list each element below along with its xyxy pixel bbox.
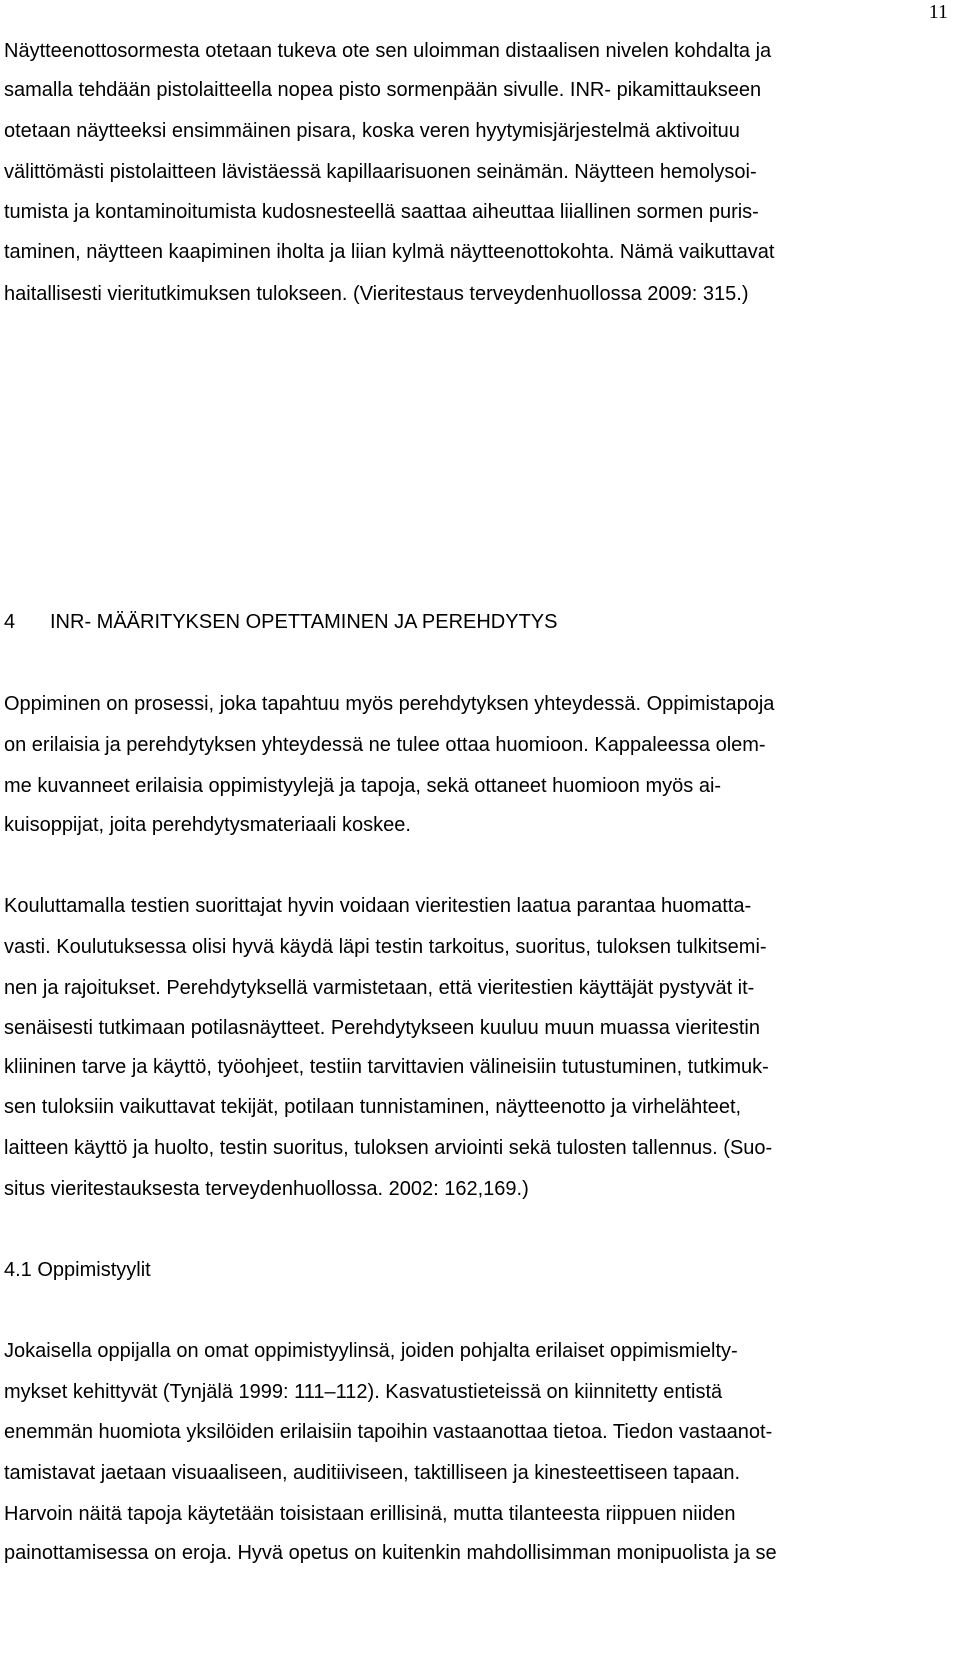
paragraph-3-line: vasti. Koulutuksessa olisi hyvä käydä läpi testin tarkoitus, suoritus, tuloksen tulkitsemi-	[4, 936, 767, 958]
paragraph-4-line: enemmän huomiota yksilöiden erilaisiin tapoihin vastaanottaa tietoa. Tiedon vastaanot-	[4, 1421, 773, 1443]
paragraph-3-line: senäisesti tutkimaan potilasnäytteet. Perehdytykseen kuuluu muun muassa vieritestin	[4, 1017, 760, 1039]
paragraph-1-line: otetaan näytteeksi ensimmäinen pisara, koska veren hyytymisjärjestelmä aktivoituu	[4, 120, 740, 142]
paragraph-2-line: on erilaisia ja perehdytyksen yhteydessä ne tulee ottaa huomioon. Kappaleessa olem-	[4, 734, 766, 756]
paragraph-1-line: Näytteenottosormesta otetaan tukeva ote sen uloimman distaalisen nivelen kohdalta ja	[4, 40, 772, 62]
subsection-heading-4-1: 4.1 Oppimistyylit	[4, 1259, 151, 1281]
paragraph-1-line: taminen, näytteen kaapiminen iholta ja liian kylmä näytteenottokohta. Nämä vaikuttavat	[4, 241, 775, 263]
paragraph-4-line: painottamisessa on eroja. Hyvä opetus on kuitenkin mahdollisimman monipuolista ja se	[4, 1542, 777, 1564]
paragraph-4-line: tamistavat jaetaan visuaaliseen, auditiiviseen, taktilliseen ja kinesteettiseen tapaan.	[4, 1462, 740, 1484]
page-number: 11	[928, 1, 948, 23]
paragraph-3-line: sen tuloksiin vaikuttavat tekijät, potilaan tunnistaminen, näytteenotto ja virhelähteet,	[4, 1096, 742, 1118]
paragraph-4-line: Jokaisella oppijalla on omat oppimistyylinsä, joiden pohjalta erilaiset oppimismielty-	[4, 1340, 738, 1362]
paragraph-4-line: Harvoin näitä tapoja käytetään toisistaan erillisinä, mutta tilanteesta riippuen niiden	[4, 1503, 736, 1525]
paragraph-3-line: nen ja rajoitukset. Perehdytyksellä varmistetaan, että vieritestien käyttäjät pystyvät it-	[4, 977, 755, 999]
paragraph-1-line: tumista ja kontaminoitumista kudosnesteellä saattaa aiheuttaa liiallinen sormen puris-	[4, 201, 759, 223]
paragraph-3-line: Kouluttamalla testien suorittajat hyvin voidaan vieritestien laatua parantaa huomatta-	[4, 895, 752, 917]
paragraph-4-line: mykset kehittyvät (Tynjälä 1999: 111–112). Kasvatustieteissä on kiinnitetty entistä	[4, 1381, 723, 1403]
paragraph-3-line: situs vieritestauksesta terveydenhuollossa. 2002: 162,169.)	[4, 1178, 529, 1200]
paragraph-3-line: laitteen käyttö ja huolto, testin suoritus, tuloksen arviointi sekä tulosten tallennus. (Suo-	[4, 1137, 773, 1159]
paragraph-2-line: Oppiminen on prosessi, joka tapahtuu myös perehdytyksen yhteydessä. Oppimistapoja	[4, 693, 775, 715]
section-heading-4	[4, 612, 557, 632]
paragraph-2-line: me kuvanneet erilaisia oppimistyylejä ja tapoja, sekä ottaneet huomioon myös ai-	[4, 775, 722, 797]
paragraph-1-line: haitallisesti vieritutkimuksen tulokseen. (Vieritestaus terveydenhuollossa 2009: 315.)	[4, 283, 749, 305]
paragraph-2-line: kuisoppijat, joita perehdytysmateriaali koskee.	[4, 814, 411, 836]
section-number: 4	[4, 611, 16, 633]
paragraph-1-line: samalla tehdään pistolaitteella nopea pisto sormenpään sivulle. INR- pikamittaukseen	[4, 79, 762, 101]
paragraph-1-line: välittömästi pistolaitteen lävistäessä kapillaarisuonen seinämän. Näytteen hemolysoi-	[4, 161, 757, 183]
section-title: INR- MÄÄRITYKSEN OPETTAMINEN JA PEREHDYTYS	[50, 611, 558, 633]
paragraph-3-line: kliininen tarve ja käyttö, työohjeet, testiin tarvittavien välineisiin tutustuminen, tutkimuk-	[4, 1056, 769, 1078]
